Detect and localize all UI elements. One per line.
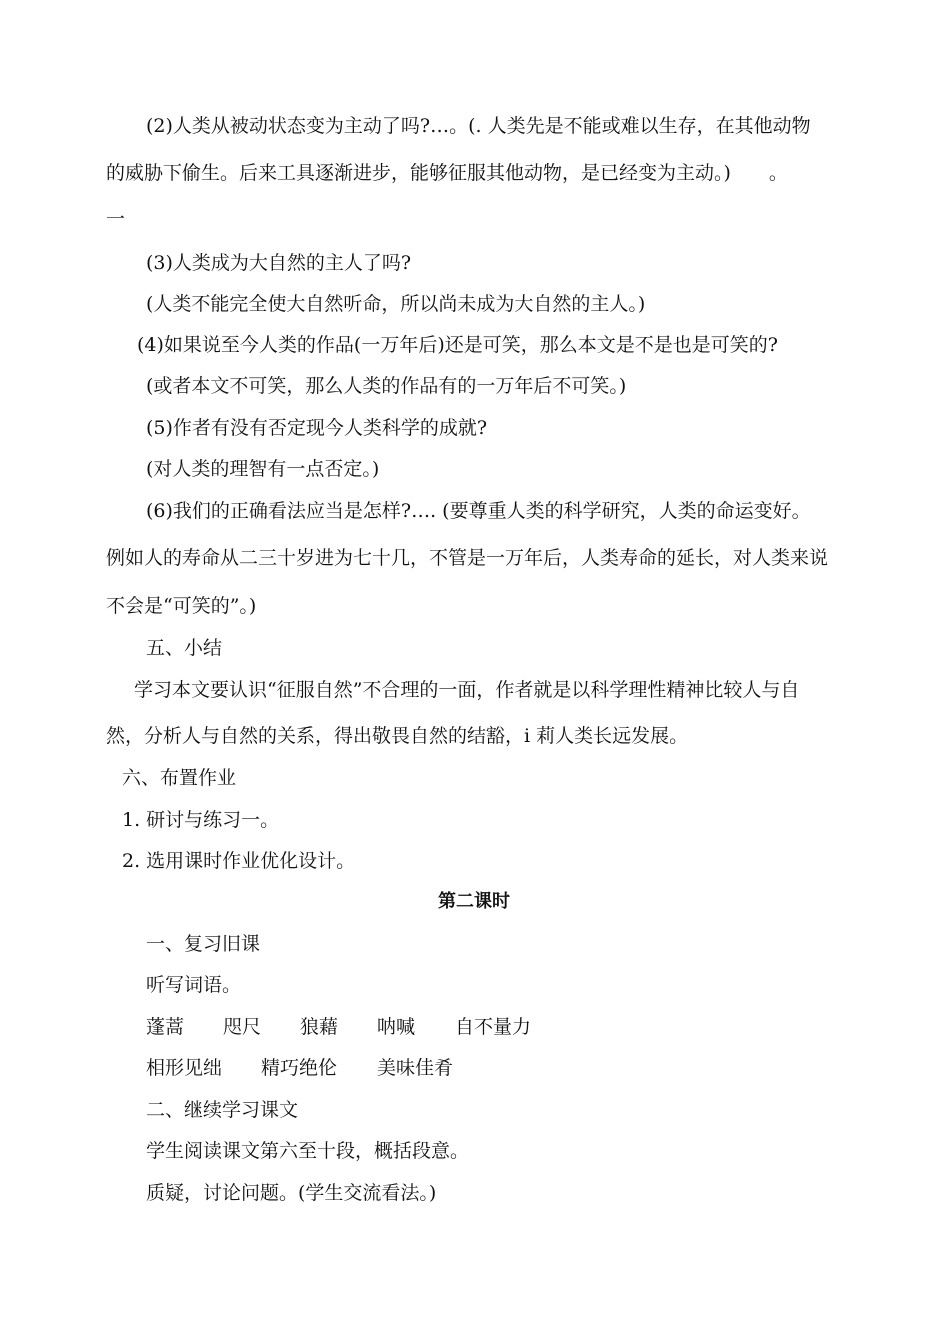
- section-heading-homework: 六、布置作业: [122, 767, 237, 789]
- vocab-word: 狼藉: [300, 1016, 339, 1038]
- paragraph-q6-line3: 不会是“可笑的”。): [106, 595, 257, 617]
- lesson-title: 第二课时: [438, 891, 510, 912]
- paragraph-q2-line2: 的威胁下偷生。后来工具逐渐进步，能够征服其他动物，是已经变为主动。) 。: [106, 162, 788, 184]
- dictation-instruction: 听写词语。: [146, 974, 242, 996]
- vocab-word: 蓬蒿: [146, 1016, 185, 1038]
- section-heading-continue: 二、继续学习课文: [146, 1099, 299, 1121]
- paragraph-q4: (4)如果说至今人类的作品(一万年后)还是可笑，那么本文是不是也是可笑的?: [137, 334, 778, 356]
- section-heading-summary: 五、小结: [146, 637, 223, 659]
- paragraph-a3: (人类不能完全使大自然听命，所以尚未成为大自然的主人。): [146, 293, 646, 315]
- reading-instruction: 学生阅读课文第六至十段，概括段意。: [146, 1140, 470, 1162]
- summary-line2: 然，分析人与自然的关系，得出敬畏自然的结豁，i 莉人类长远发展。: [106, 725, 689, 747]
- paragraph-q6-line1: (6)我们的正确看法应当是怎样?…. (要尊重人类的科学研究，人类的命运变好。: [146, 500, 811, 522]
- vocab-word: 咫尺: [223, 1016, 262, 1038]
- vocab-word: 自不量力: [455, 1016, 532, 1038]
- vocab-word: 美味佳肴: [377, 1057, 454, 1079]
- discussion-instruction: 质疑，讨论问题。(学生交流看法。): [146, 1182, 437, 1204]
- paragraph-q3: (3)人类成为大自然的主人了吗?: [146, 252, 412, 274]
- section-heading-review: 一、复习旧课: [146, 933, 261, 955]
- vocab-word: 相形见绌: [146, 1057, 223, 1079]
- paragraph-q2-line1: (2)人类从被动状态变为主动了吗?…。(. 人类先是不能或难以生存，在其他动物: [146, 115, 811, 137]
- vocab-word: 精巧绝伦: [261, 1057, 338, 1079]
- paragraph-q6-line2: 例如人的寿命从二三十岁进为七十几，不管是一万年后，人类寿命的延长，对人类来说: [106, 547, 829, 569]
- vocab-word: 呐喊: [377, 1016, 416, 1038]
- paragraph-a4: (或者本文不可笑，那么人类的作品有的一万年后不可笑。): [146, 375, 627, 397]
- homework-item-1: 1. 研讨与练习一。: [122, 809, 280, 831]
- summary-line1: 学习本文要认识“征服自然”不合理的一面，作者就是以科学理性精神比较人与自: [134, 679, 800, 701]
- homework-item-2: 2. 选用课时作业优化设计。: [122, 850, 356, 872]
- paragraph-a5: (对人类的理智有一点否定。): [146, 458, 380, 480]
- stray-dash-mark: 一: [106, 208, 126, 230]
- paragraph-q5: (5)作者有没有否定现今人类科学的成就?: [146, 417, 488, 439]
